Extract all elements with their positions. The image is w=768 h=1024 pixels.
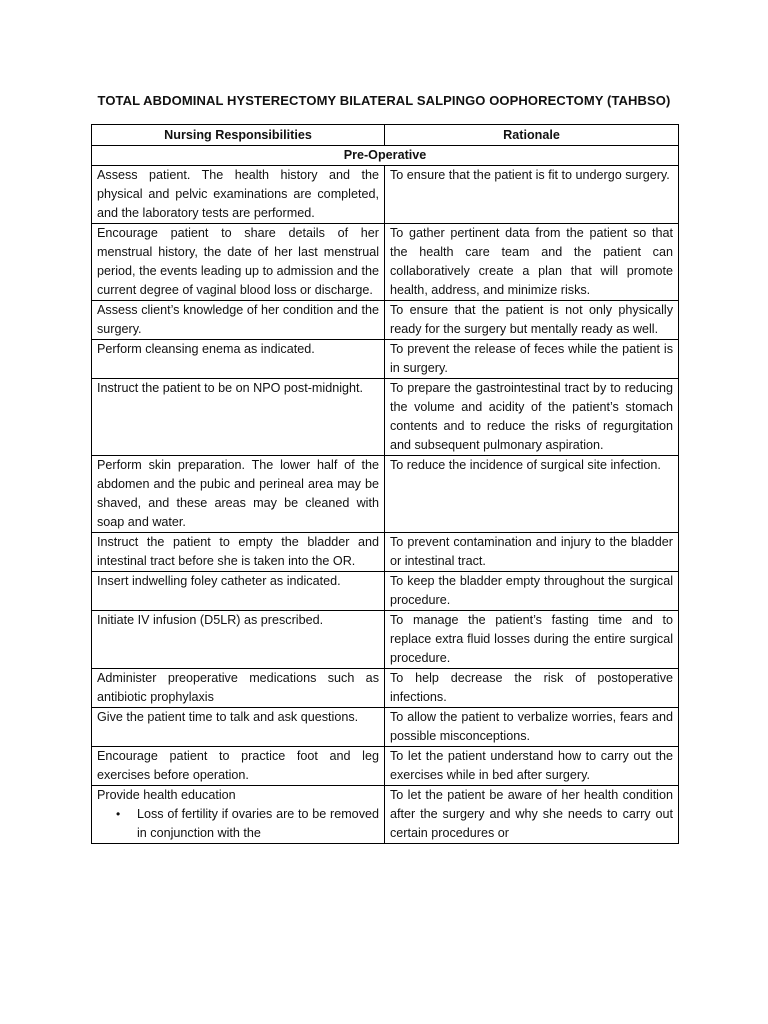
- health-education-label: Provide health education: [97, 788, 236, 802]
- table-row: [92, 669, 679, 708]
- header-rationale: Rationale: [385, 125, 679, 146]
- responsibility-cell: Instruct the patient to empty the bladder and intestinal tract before she is taken into the OR.: [92, 533, 385, 572]
- list-item: [116, 805, 379, 843]
- responsibility-cell: Encourage patient to share details of her menstrual history, the date of her last menstrual period, the events leading up to admission and the current degree of vaginal blood loss or discharge.: [92, 224, 385, 301]
- table-header-row: [92, 125, 679, 146]
- rationale-cell: To prevent the release of feces while the patient is in surgery.: [385, 340, 679, 379]
- health-education-list: [97, 805, 379, 843]
- rationale-cell: To allow the patient to verbalize worries, fears and possible misconceptions.: [385, 708, 679, 747]
- table-row: [92, 301, 679, 340]
- bullet-icon: •: [116, 807, 121, 821]
- rationale-cell: To let the patient be aware of her health condition after the surgery and why she needs to carry out certain procedures or: [385, 786, 679, 844]
- list-item-text: Loss of fertility if ovaries are to be removed in conjunction with the: [137, 807, 379, 840]
- table-row: [92, 379, 679, 456]
- rationale-cell: To help decrease the risk of postoperative infections.: [385, 669, 679, 708]
- table-row: [92, 533, 679, 572]
- rationale-cell: To manage the patient’s fasting time and to replace extra fluid losses during the entire surgical procedure.: [385, 611, 679, 669]
- table-row-health-education: [92, 786, 679, 844]
- rationale-cell: To keep the bladder empty throughout the surgical procedure.: [385, 572, 679, 611]
- rationale-cell: To ensure that the patient is fit to undergo surgery.: [385, 166, 679, 224]
- responsibility-cell: Administer preoperative medications such as antibiotic prophylaxis: [92, 669, 385, 708]
- responsibility-cell: Initiate IV infusion (D5LR) as prescribed.: [92, 611, 385, 669]
- responsibility-cell-health-education: [92, 786, 385, 844]
- document-title: TOTAL ABDOMINAL HYSTERECTOMY BILATERAL SALPINGO OOPHORECTOMY (TAHBSO): [97, 93, 671, 108]
- rationale-cell: To prepare the gastrointestinal tract by to reducing the volume and acidity of the patient’s stomach contents and to reduce the risks of regurgitation and subsequent pulmonary aspiration.: [385, 379, 679, 456]
- rationale-cell: To prevent contamination and injury to the bladder or intestinal tract.: [385, 533, 679, 572]
- table-row: [92, 166, 679, 224]
- table-row: [92, 747, 679, 786]
- rationale-cell: To gather pertinent data from the patient so that the health care team and the patient can collaboratively create a plan that will promote health, address, and minimize risks.: [385, 224, 679, 301]
- responsibility-cell: Perform cleansing enema as indicated.: [92, 340, 385, 379]
- table-row: [92, 456, 679, 533]
- section-row: [92, 146, 679, 166]
- table-row: [92, 340, 679, 379]
- responsibility-cell: Perform skin preparation. The lower half of the abdomen and the pubic and perineal area may be shaved, and these areas may be cleaned with soap and water.: [92, 456, 385, 533]
- responsibility-cell: Encourage patient to practice foot and leg exercises before operation.: [92, 747, 385, 786]
- table-row: [92, 572, 679, 611]
- rationale-cell: To ensure that the patient is not only physically ready for the surgery but mentally ready as well.: [385, 301, 679, 340]
- section-label-pre-operative: Pre-Operative: [92, 146, 679, 166]
- responsibility-cell: Assess patient. The health history and the physical and pelvic examinations are completed, and the laboratory tests are performed.: [92, 166, 385, 224]
- table-row: [92, 708, 679, 747]
- rationale-cell: To let the patient understand how to carry out the exercises while in bed after surgery.: [385, 747, 679, 786]
- rationale-cell: To reduce the incidence of surgical site infection.: [385, 456, 679, 533]
- table-row: [92, 224, 679, 301]
- nursing-care-table: [91, 124, 679, 844]
- table-row: [92, 611, 679, 669]
- responsibility-cell: Instruct the patient to be on NPO post-midnight.: [92, 379, 385, 456]
- responsibility-cell: Give the patient time to talk and ask questions.: [92, 708, 385, 747]
- header-nursing-responsibilities: Nursing Responsibilities: [92, 125, 385, 146]
- responsibility-cell: Insert indwelling foley catheter as indicated.: [92, 572, 385, 611]
- responsibility-cell: Assess client’s knowledge of her condition and the surgery.: [92, 301, 385, 340]
